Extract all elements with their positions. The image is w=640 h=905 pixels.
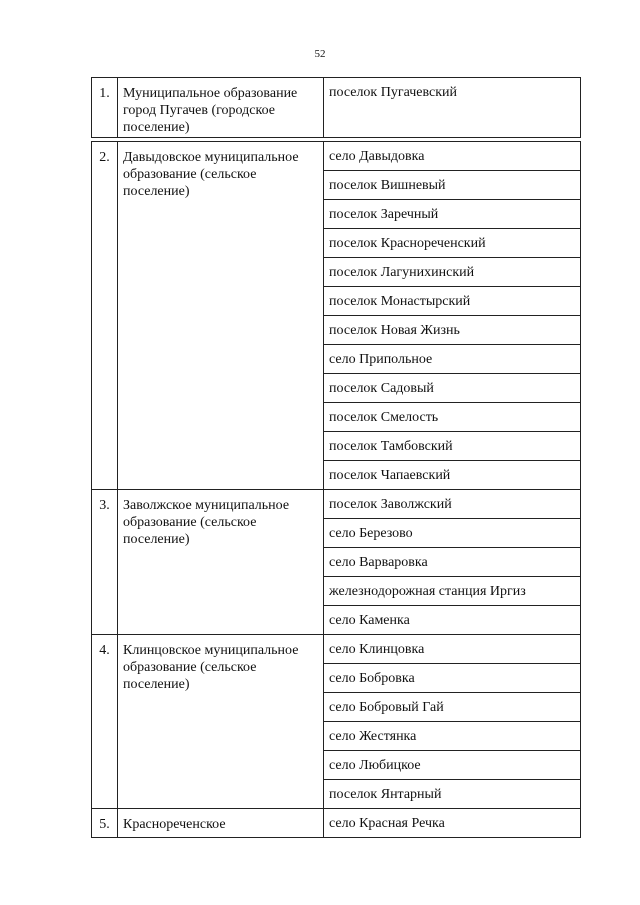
settlement-name: поселок Монастырский [329,294,471,309]
municipality-name: Клинцовское муниципальное образование (сельское поселение) [118,635,324,809]
settlement-cell [324,287,581,316]
settlement-name: поселок Вишневый [329,178,446,193]
settlement-cell [324,693,581,722]
settlement-name: село Бобровый Гай [329,700,444,715]
settlement-name: поселок Заречный [329,207,439,222]
row-number: 2. [92,142,118,490]
settlement-cell [324,780,581,809]
row-number: 4. [92,635,118,809]
settlement-cell [324,78,581,138]
settlement-cell [324,635,581,664]
settlement-name: поселок Краснореченский [329,236,486,251]
table-row [92,490,581,519]
settlement-name: поселок Лагунихинский [329,265,475,280]
settlement-cell [324,664,581,693]
municipality-table [91,77,581,838]
settlement-name: поселок Чапаевский [329,468,451,483]
settlement-name: село Припольное [329,352,433,367]
settlement-name: поселок Садовый [329,381,434,396]
settlement-cell [324,374,581,403]
page-number: 52 [314,48,326,60]
municipality-name: Муниципальное образование город Пугачев (городское поселение) [118,78,324,138]
settlement-name: село Любицкое [329,758,421,773]
settlement-cell [324,345,581,374]
row-number: 5. [92,809,118,838]
settlement-cell [324,751,581,780]
settlement-name: железнодорожная станция Иргиз [329,584,526,599]
table-row [92,635,581,664]
settlement-name: поселок Янтарный [329,787,442,802]
settlement-cell [324,461,581,490]
municipality-name: Давыдовское муниципальное образование (сельское поселение) [118,142,324,490]
table-row [92,78,581,138]
municipality-name: Заволжское муниципальное образование (сельское поселение) [118,490,324,635]
settlement-name: поселок Тамбовский [329,439,453,454]
settlement-cell [324,490,581,519]
settlement-cell [324,432,581,461]
municipality-name: Краснореченское [118,809,324,838]
settlement-cell [324,229,581,258]
settlement-cell [324,548,581,577]
settlement-name: село Каменка [329,613,410,628]
settlement-name: село Красная Речка [329,816,445,831]
settlement-name: село Давыдовка [329,149,425,164]
settlement-name: село Бобровка [329,671,415,686]
table-row [92,809,581,838]
row-number: 1. [92,78,118,138]
settlement-cell [324,519,581,548]
settlement-cell [324,722,581,751]
settlement-cell [324,809,581,838]
settlement-name: поселок Новая Жизнь [329,323,460,338]
settlement-name: село Клинцовка [329,642,425,657]
settlement-cell [324,171,581,200]
settlement-cell [324,316,581,345]
settlement-cell [324,606,581,635]
settlement-cell [324,258,581,287]
settlement-name: поселок Смелость [329,410,439,425]
settlement-cell [324,142,581,171]
settlement-cell [324,403,581,432]
settlement-name: село Жестянка [329,729,417,744]
row-number: 3. [92,490,118,635]
settlement-name: поселок Заволжский [329,497,452,512]
settlement-name: село Варваровка [329,555,428,570]
settlement-name: село Березово [329,526,413,541]
table-row [92,142,581,171]
settlement-cell [324,200,581,229]
settlement-name: поселок Пугачевский [329,85,458,100]
settlement-cell [324,577,581,606]
